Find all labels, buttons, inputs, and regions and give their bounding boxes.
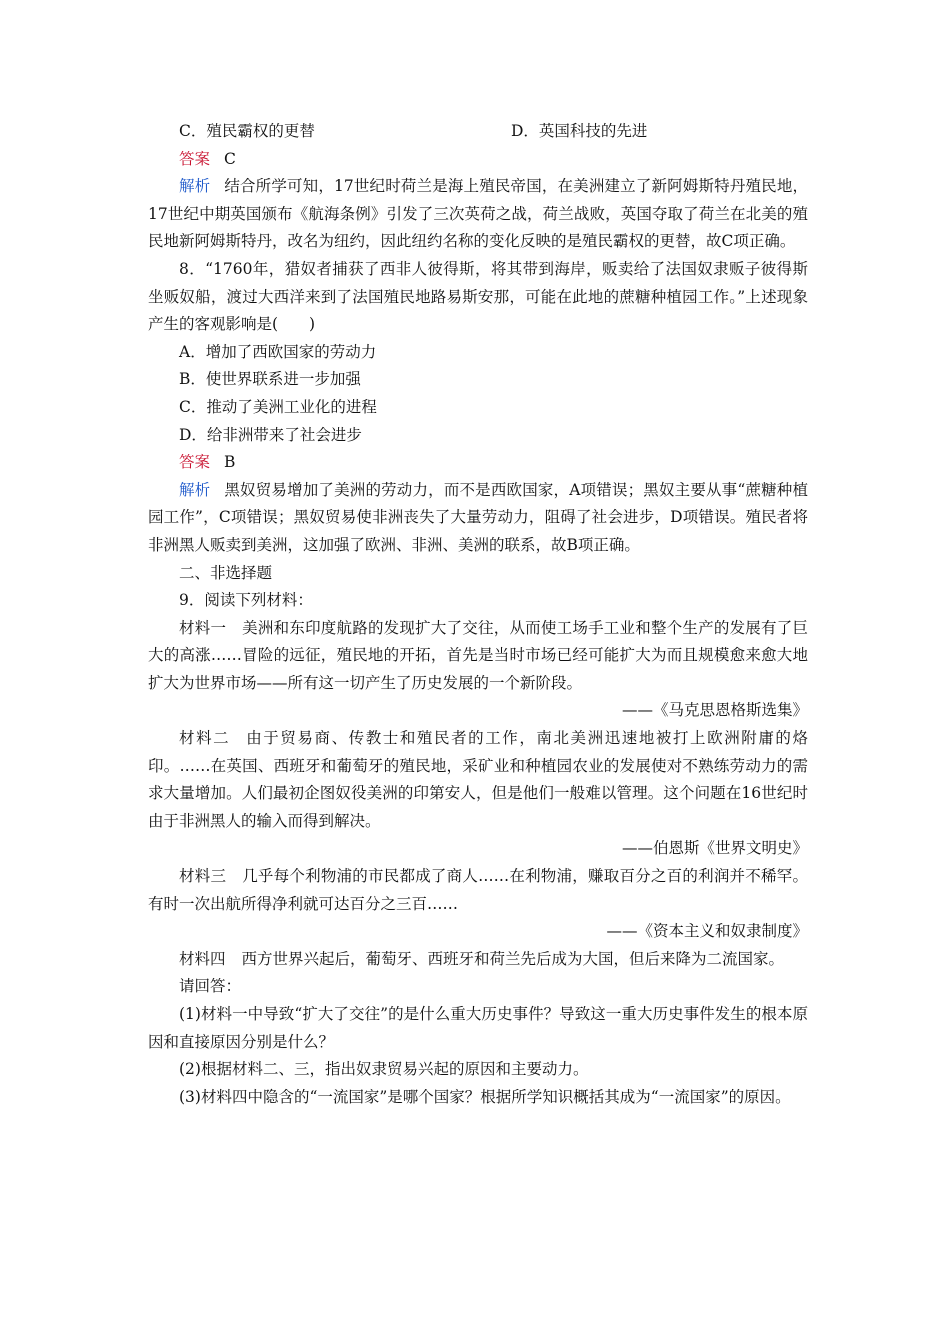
q7-option-d: D．英国科技的先进 bbox=[511, 122, 648, 140]
q8-answer bbox=[148, 449, 808, 477]
material-3 bbox=[148, 863, 808, 918]
q9-question-3: (3)材料四中隐含的“一流国家”是哪个国家？根据所学知识概括其成为“一流国家”的原因。 bbox=[179, 1087, 791, 1106]
q8-option-c: C．推动了美洲工业化的进程 bbox=[179, 397, 377, 416]
q9-stem: 9．阅读下列材料： bbox=[179, 591, 313, 610]
analysis-label: 解析 bbox=[179, 177, 211, 196]
q9-question-1: (1)材料一中导致“扩大了交往”的是什么重大历史事件？导致这一重大历史事件发生的根本原因和直接原因分别是什么？ bbox=[148, 1005, 808, 1051]
q8-stem: 8．“1760年，猎奴者捕获了西非人彼得斯，将其带到海岸，贩卖给了法国奴隶贩子彼得斯坐贩奴船，渡过大西洋来到了法国殖民地路易斯安那，可能在此地的蔗糖种植园工作。”上述现象产生的客观影响是( ) bbox=[148, 259, 808, 334]
q9-prompt: 请回答： bbox=[179, 977, 242, 996]
q7-answer bbox=[148, 146, 808, 174]
section-title: 二、非选择题 bbox=[179, 563, 273, 582]
q8-analysis bbox=[148, 477, 808, 560]
q7-options-row bbox=[148, 118, 808, 146]
material-label: 材料三 bbox=[179, 867, 227, 886]
q7-analysis bbox=[148, 173, 808, 256]
answer-label: 答案 bbox=[179, 453, 211, 472]
q8-option-b: B．使世界联系进一步加强 bbox=[179, 370, 361, 389]
q9-question-2: (2)根据材料二、三，指出奴隶贸易兴起的原因和主要动力。 bbox=[179, 1060, 589, 1079]
answer-label: 答案 bbox=[179, 149, 211, 168]
material-label: 材料二 bbox=[179, 729, 231, 748]
q8-option-d: D．给非洲带来了社会进步 bbox=[179, 425, 362, 444]
material-label: 材料一 bbox=[179, 618, 227, 637]
q8-option-a: A．增加了西欧国家的劳动力 bbox=[179, 342, 377, 361]
material-2-source: ——伯恩斯《世界文明史》 bbox=[621, 839, 808, 858]
answer-value: B bbox=[224, 453, 236, 472]
material-text: 由于贸易商、传教士和殖民者的工作，南北美洲迅速地被打上欧洲附庸的烙印。……在英国、西班牙和葡萄牙的殖民地，采矿业和种植园农业的发展使对不熟练劳动力的需求大量增加。人们最初企图奴役美洲的印第安人，但是他们一般难以管理。这个问题在16世纪时由于非洲黑人的输入而得到解决。 bbox=[148, 729, 808, 830]
material-3-source: ——《资本主义和奴隶制度》 bbox=[606, 922, 808, 941]
analysis-text: 结合所学可知，17世纪时荷兰是海上殖民帝国，在美洲建立了新阿姆斯特丹殖民地，17世纪中期英国颁布《航海条例》引发了三次英荷之战，荷兰战败，英国夺取了荷兰在北美的殖民地新阿姆斯特丹，改名为纽约，因此纽约名称的变化反映的是殖民霸权的更替，故C项正确。 bbox=[148, 177, 808, 251]
q7-option-c: C．殖民霸权的更替 bbox=[179, 122, 315, 140]
material-text: 西方世界兴起后，葡萄牙、西班牙和荷兰先后成为大国，但后来降为二流国家。 bbox=[241, 949, 785, 968]
page-content bbox=[148, 118, 808, 1111]
material-text: 美洲和东印度航路的发现扩大了交往，从而使工场手工业和整个生产的发展有了巨大的高涨……冒险的远征，殖民地的开拓，首先是当时市场已经可能扩大为而且规模愈来愈大地扩大为世界市场——所有这一切产生了历史发展的一个新阶段。 bbox=[148, 618, 808, 692]
answer-value: C bbox=[224, 149, 236, 168]
analysis-label: 解析 bbox=[179, 480, 211, 499]
material-1 bbox=[148, 615, 808, 698]
analysis-text: 黑奴贸易增加了美洲的劳动力，而不是西欧国家，A项错误；黑奴主要从事“蔗糖种植园工作”，C项错误；黑奴贸易使非洲丧失了大量劳动力，阻碍了社会进步，D项错误。殖民者将非洲黑人贩卖到美洲，这加强了欧洲、非洲、美洲的联系，故B项正确。 bbox=[148, 480, 808, 554]
material-text: 几乎每个利物浦的市民都成了商人……在利物浦，赚取百分之百的利润并不稀罕。有时一次出航所得净利就可达百分之三百…… bbox=[148, 867, 808, 913]
material-label: 材料四 bbox=[179, 949, 226, 968]
material-4 bbox=[148, 946, 808, 974]
material-1-source: ——《马克思恩格斯选集》 bbox=[621, 701, 808, 720]
material-2 bbox=[148, 725, 808, 835]
